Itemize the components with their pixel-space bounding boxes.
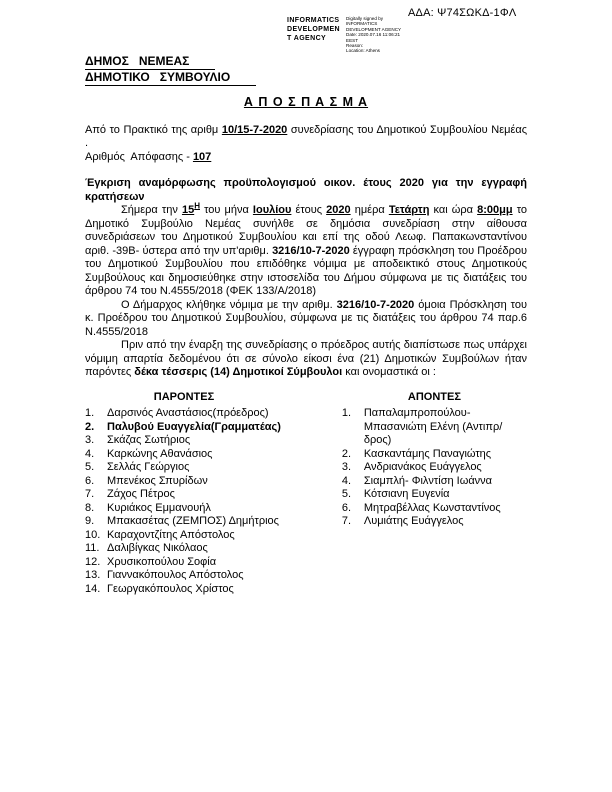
- list-item: 9. Μπακασέτας (ΖΕΜΠΟΣ) Δημήτριος: [85, 515, 279, 527]
- list-item: 12. Χρυσικοπούλου Σοφία: [85, 555, 217, 568]
- list-item: 1. Παπαλαμπροπούλου-Μπασανιώτη Ελένη (Αντιπρ/δρος): [341, 407, 503, 446]
- decision-number-line: Αριθμός Απόφασης - 107: [85, 150, 212, 163]
- municipality-title: ΔΗΜΟΣ ΝΕΜΕΑΣ: [85, 54, 215, 70]
- list-item: 13. Γιαννακόπουλος Απόστολος: [85, 569, 244, 581]
- attendance-roster: [85, 391, 527, 597]
- list-item: 6. Μπενέκος Σπυρίδων: [85, 474, 208, 487]
- list-item: 3. Σκάζας Σωτήριος: [85, 434, 191, 446]
- ada-code: ΑΔΑ: Ψ74ΣΩΚΔ-1ΦΛ: [408, 7, 517, 19]
- list-item: 7. Λυμιάτης Ευάγγελος: [341, 515, 464, 527]
- document-title-row: [85, 96, 527, 111]
- stamp-signature-details: Digitally signed by INFORMATICS DEVELOPMENT AGENCY Date: 2020.07.16 11:06:21 EEST Reason: Location: Athens: [346, 16, 402, 54]
- list-item: 1. Δαρσινός Αναστάσιος(πρόεδρος): [85, 407, 269, 419]
- list-item: 7. Ζάχος Πέτρος: [85, 488, 175, 500]
- list-item: 8. Κυριάκος Εμμανουήλ: [85, 501, 211, 514]
- intro-paragraph: Από το Πρακτικό της αριθμ 10/15-7-2020 συνεδρίασης του Δημοτικού Συμβουλίου Νεμέας .: [85, 123, 528, 149]
- list-item: 4. Σιαμπλή- Φιλντίση Ιωάννα: [341, 474, 493, 487]
- mayor-invitation-paragraph: Ο Δήμαρχος κλήθηκε νόμιμα με την αριθμ. 3216/10-7-2020 όμοια Πρόσκληση του κ. Προέδρου του Δημοτικού Συμβουλίου, σύμφωνα με τις διατάξεις του άρθρου 74 παρ.6 Ν.4555/2018: [85, 298, 528, 338]
- absent-header: ΑΠΟΝΤΕΣ: [407, 390, 461, 403]
- present-header: ΠΑΡΟΝΤΕΣ: [153, 390, 215, 403]
- absent-list: [342, 407, 527, 529]
- list-item: 10. Καραχοντζίτης Απόστολος: [85, 528, 235, 541]
- council-title-row: [85, 70, 527, 86]
- list-item: 5. Σελλάς Γεώργιος: [85, 461, 190, 473]
- quorum-paragraph: Πριν από την έναρξη της συνεδρίασης ο πρόεδρος αυτής διαπίστωσε πως υπάρχει νόμιμη απαρτία δεδομένου ότι σε σύνολο είκοσι ένα (21) Δημοτικών Συμβούλων ήταν παρόντες δέκα τέσσερις (14) Δημοτικοί Σύμβουλοι και ονομαστικά οι :: [85, 339, 527, 378]
- document-title: Α Π Ο Σ Π Α Σ Μ Α: [243, 95, 369, 109]
- council-title: ΔΗΜΟΤΙΚΟ ΣΥΜΒΟΥΛΙΟ: [85, 70, 256, 86]
- document-content: [85, 54, 527, 596]
- list-item: 5. Κότσιανη Ευγενία: [341, 488, 450, 500]
- list-item: 4. Καρκώνης Αθανάσιος: [85, 447, 213, 460]
- list-item: 14. Γεωργακόπουλος Χρίστος: [85, 582, 234, 595]
- subject-heading: Έγκριση αναμόρφωσης προϋπολογισμού οικον. έτους 2020 για την εγγραφή κρατήσεων: [85, 177, 527, 203]
- list-item: 6. Μητραβέλλας Κωνσταντίνος: [341, 501, 501, 514]
- digital-signature-stamp: [287, 16, 401, 54]
- list-item: 2. Παλυβού Ευαγγελία(Γραμματέας): [85, 420, 281, 433]
- list-item: 11. Δαλιβίγκας Νικόλαος: [85, 542, 208, 554]
- stamp-agency-name: INFORMATICS DEVELOPMEN T AGENCY: [287, 17, 341, 42]
- absent-column: [342, 391, 527, 597]
- list-item: 2. Κασκαντάμης Παναγιώτης: [341, 447, 492, 460]
- session-paragraph: Σήμερα την $15^H$ του μήνα Ιουλίου έτους 2020 ημέρα Τετάρτη και ώρα 8:00μμ το Δημοτικό Συμβούλιο Νεμέας συνήλθε σε δημόσια συνεδρίαση στην αίθουσα συνεδριάσεων του Δημοτικού Συμβουλίου και επί της οδού Λεωφ. Παπακωνσταντίνου αριθ. -39Β- ύστερα από την υπ'αριθμ. 3216/10-7-2020 έγγραφη πρόσκληση του Προέδρου του Δημοτικού Συμβουλίου που επιδόθηκε νόμιμα με αποδεικτικό στους Δημοτικούς Συμβούλους και δημοσιεύθηκε στην ιστοσελίδα του Δήμου σύμφωνα με τις διατάξεις του άρθρου 74 του Ν.4555/2018 (ΦΕΚ 133/Α/2018): [85, 201, 528, 297]
- list-item: 3. Ανδριανάκος Ευάγγελος: [341, 461, 482, 473]
- municipality-title-row: [85, 54, 527, 70]
- present-list: [85, 407, 342, 596]
- present-column: [85, 391, 342, 597]
